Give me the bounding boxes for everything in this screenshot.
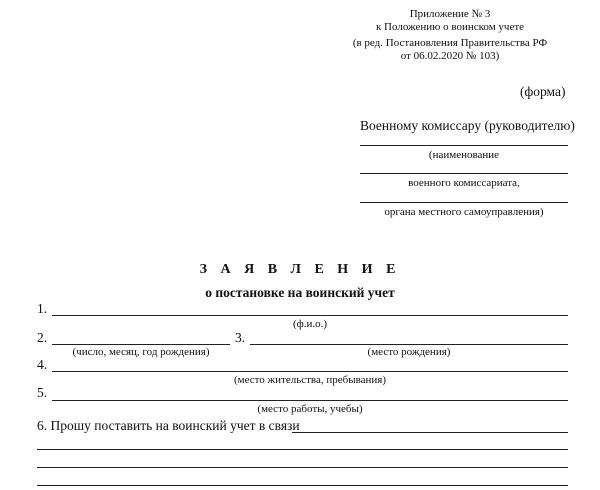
field-1-line[interactable] (52, 315, 568, 316)
field-1-number: 1. (37, 301, 48, 316)
field-5-caption: (место работы, учебы) (257, 403, 363, 415)
header-line-3: (в ред. Постановления Правительства РФ (352, 37, 548, 49)
field-3-caption: (место рождения) (367, 346, 451, 358)
header-line-2: к Положению о воинском учете (375, 21, 525, 33)
field-2-line[interactable] (52, 344, 230, 345)
field-4-line[interactable] (52, 371, 568, 372)
addressee-caption-1: (наименование (428, 149, 500, 161)
field-4-caption: (место жительства, пребывания) (233, 374, 387, 386)
form-label: (форма) (520, 84, 566, 99)
field-2-caption: (число, месяц, год рождения) (72, 346, 210, 358)
header-line-4: от 06.02.2020 № 103) (400, 50, 500, 62)
field-3-number: 3. (235, 330, 246, 345)
field-6-line-3[interactable] (37, 467, 568, 468)
field-3-line[interactable] (250, 344, 568, 345)
addressee-caption-2: военного комиссариата, (408, 177, 520, 189)
field-6-line-4[interactable] (37, 485, 568, 486)
document-title: З А Я В Л Е Н И Е (199, 262, 401, 277)
addressee-title: Военному комиссару (руководителю) (360, 118, 575, 133)
field-2-number: 2. (37, 330, 48, 345)
field-6-text: 6. Прошу поставить на воинский учет в связи (37, 418, 300, 433)
field-1-caption: (ф.и.о.) (292, 318, 328, 330)
addressee-line-1[interactable] (360, 145, 568, 146)
field-4-number: 4. (37, 357, 48, 372)
addressee-caption-3: органа местного самоуправления) (384, 206, 544, 218)
field-5-number: 5. (37, 385, 48, 400)
header-line-1: Приложение № 3 (409, 8, 491, 20)
field-5-line[interactable] (52, 400, 568, 401)
field-6-line-2[interactable] (37, 449, 568, 450)
field-6-line-1[interactable] (292, 432, 568, 433)
addressee-line-2[interactable] (360, 173, 568, 174)
document-subtitle: о постановке на воинский учет (205, 285, 395, 300)
addressee-line-3[interactable] (360, 202, 568, 203)
